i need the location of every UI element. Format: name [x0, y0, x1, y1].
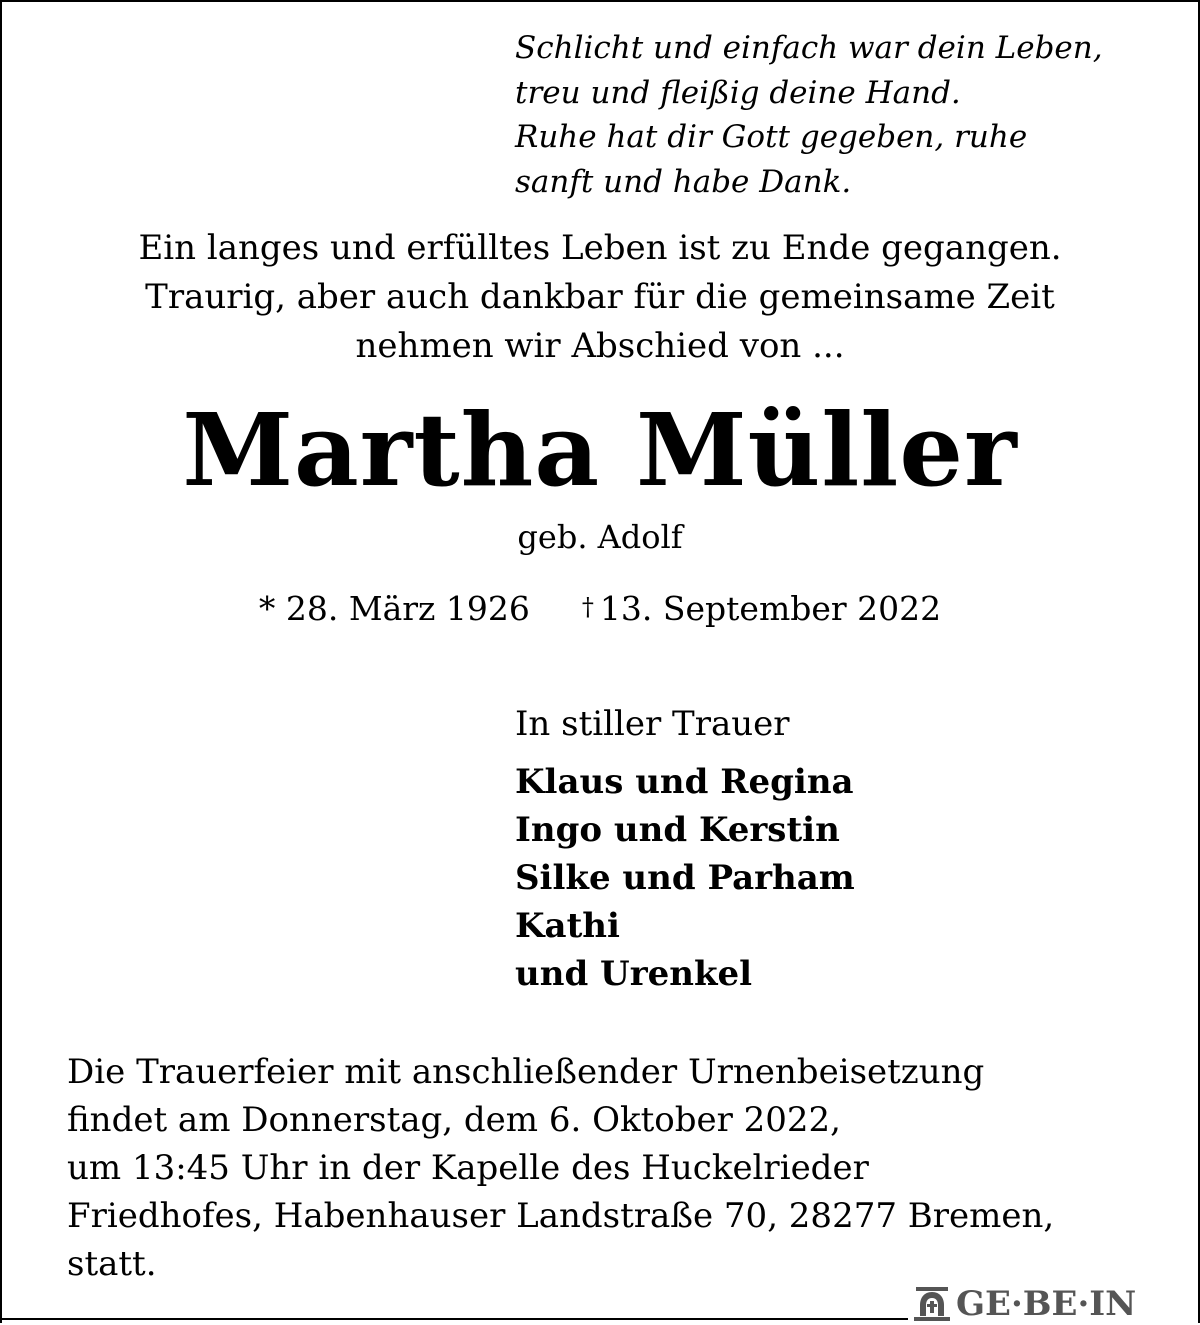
mourner-name: und Urenkel: [515, 954, 753, 994]
ceremony-info: [67, 1048, 1167, 1288]
mourner-name: Silke und Parham: [515, 858, 855, 898]
intro-text: [0, 224, 1200, 371]
poem-line: treu und fleißig deine Hand.: [515, 74, 961, 111]
poem-line: Schlicht und einfach war dein Leben,: [515, 30, 1103, 66]
bottom-rule: [0, 1318, 908, 1320]
gebein-logo-icon: [914, 1287, 950, 1321]
poem-line: sanft und habe Dank.: [515, 163, 852, 200]
mourner-name: Kathi: [515, 906, 620, 946]
ceremony-line: Die Trauerfeier mit anschließender Urnenbeisetzung: [67, 1052, 985, 1092]
poem: [515, 26, 1185, 204]
intro-line: Ein langes und erfülltes Leben ist zu Ende gegangen.: [138, 228, 1062, 268]
poem-line: Ruhe hat dir Gott gegeben, ruhe: [515, 119, 1028, 155]
mourner-name: Ingo und Kerstin: [515, 810, 840, 850]
ceremony-line: Friedhofes, Habenhauser Landstraße 70, 28277 Bremen,: [67, 1196, 1055, 1236]
maiden-name: geb. Adolf: [517, 518, 683, 556]
mourning-heading: In stiller Trauer: [515, 704, 790, 744]
gebein-logo: [914, 1284, 1136, 1324]
deceased-name: Martha Müller: [182, 391, 1018, 509]
ceremony-line: statt.: [67, 1244, 157, 1284]
gebein-logo-text: GE·BE·IN: [956, 1284, 1137, 1324]
mourner-list: [515, 758, 855, 998]
ceremony-line: findet am Donnerstag, dem 6. Oktober 2022,: [67, 1100, 841, 1140]
cross-symbol: †: [581, 593, 594, 621]
intro-line: Traurig, aber auch dankbar für die gemeinsame Zeit: [145, 277, 1055, 317]
intro-line: nehmen wir Abschied von ...: [355, 326, 845, 366]
death-date: 13. September 2022: [599, 589, 942, 628]
mourner-name: Klaus und Regina: [515, 762, 854, 802]
life-dates: [0, 584, 1200, 632]
ceremony-line: um 13:45 Uhr in der Kapelle des Huckelrieder: [67, 1148, 869, 1188]
birth-date: * 28. März 1926: [258, 589, 530, 628]
